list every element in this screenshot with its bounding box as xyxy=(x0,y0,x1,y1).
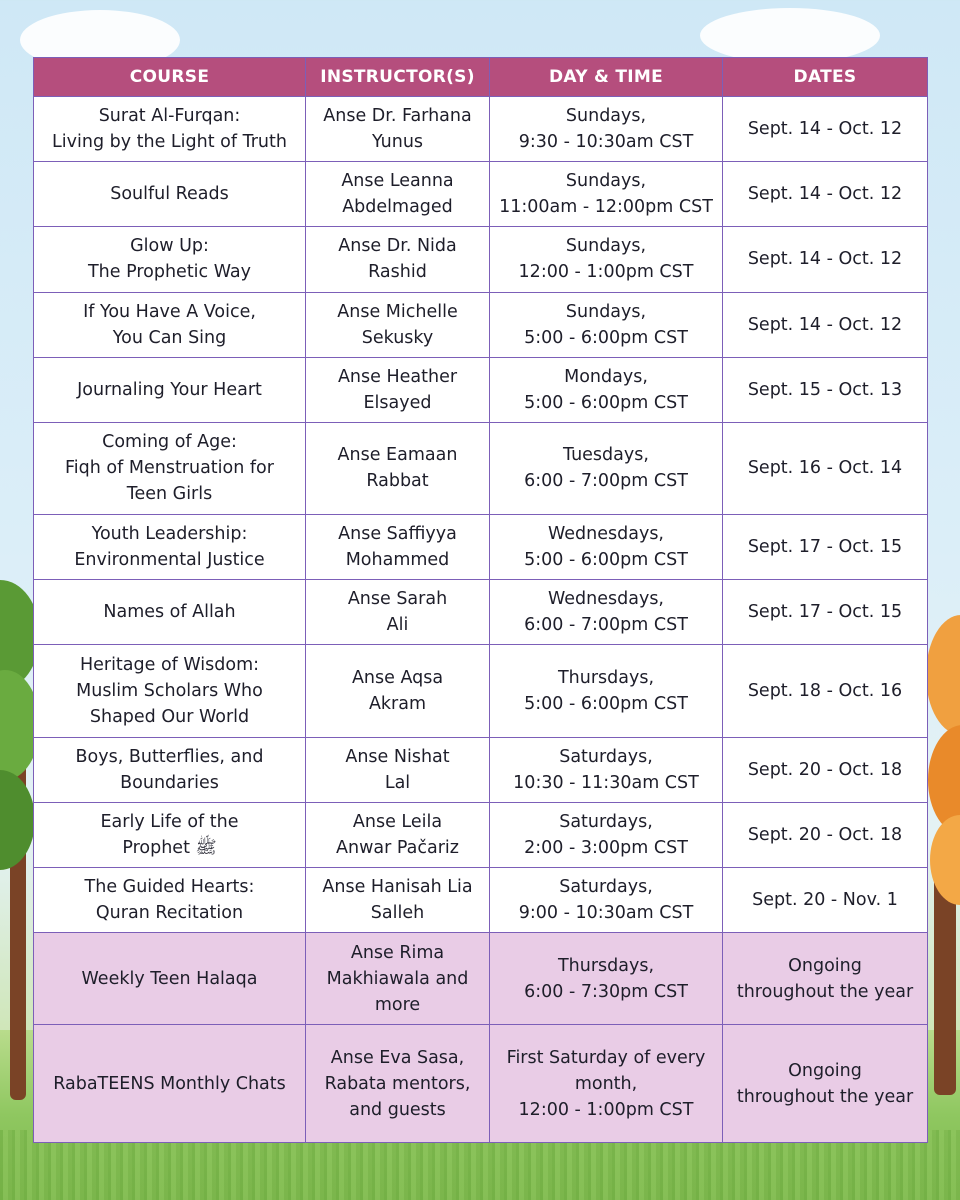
table-row xyxy=(34,515,928,580)
table-row xyxy=(34,580,928,645)
table-row xyxy=(34,422,928,514)
table-row xyxy=(34,97,928,162)
instructor-cell: Anse Aqsa Akram xyxy=(306,645,490,737)
day-time-cell: Thursdays, 5:00 - 6:00pm CST xyxy=(490,645,723,737)
instructor-cell: Anse Saffiyya Mohammed xyxy=(306,515,490,580)
table-row xyxy=(34,227,928,292)
day-time-cell: Saturdays, 2:00 - 3:00pm CST xyxy=(490,802,723,867)
course-cell: RabaTEENS Monthly Chats xyxy=(34,1025,306,1143)
instructor-cell: Anse Dr. Farhana Yunus xyxy=(306,97,490,162)
day-time-cell: Sundays, 5:00 - 6:00pm CST xyxy=(490,292,723,357)
instructor-cell: Anse Leila Anwar Pačariz xyxy=(306,802,490,867)
course-cell: Boys, Butterflies, and Boundaries xyxy=(34,737,306,802)
table-row xyxy=(34,802,928,867)
orange-tree-right xyxy=(926,615,960,1095)
day-time-cell: Saturdays, 9:00 - 10:30am CST xyxy=(490,868,723,933)
table-row-highlighted xyxy=(34,933,928,1025)
day-time-cell: Sundays, 12:00 - 1:00pm CST xyxy=(490,227,723,292)
course-cell: The Guided Hearts: Quran Recitation xyxy=(34,868,306,933)
course-cell: If You Have A Voice, You Can Sing xyxy=(34,292,306,357)
day-time-cell: First Saturday of every month, 12:00 - 1:00pm CST xyxy=(490,1025,723,1143)
course-schedule-table xyxy=(33,57,928,1143)
dates-cell: Ongoing throughout the year xyxy=(723,1025,928,1143)
table-header-row xyxy=(34,58,928,97)
day-time-cell: Tuesdays, 6:00 - 7:00pm CST xyxy=(490,422,723,514)
course-cell: Early Life of the Prophet ﷺ xyxy=(34,802,306,867)
table-row xyxy=(34,292,928,357)
dates-cell: Ongoing throughout the year xyxy=(723,933,928,1025)
table-row xyxy=(34,162,928,227)
header-course: COURSE xyxy=(34,58,306,97)
table-row xyxy=(34,737,928,802)
day-time-cell: Sundays, 9:30 - 10:30am CST xyxy=(490,97,723,162)
course-cell: Surat Al-Furqan: Living by the Light of Truth xyxy=(34,97,306,162)
header-day-time: DAY & TIME xyxy=(490,58,723,97)
instructor-cell: Anse Dr. Nida Rashid xyxy=(306,227,490,292)
header-dates: DATES xyxy=(723,58,928,97)
dates-cell: Sept. 20 - Oct. 18 xyxy=(723,802,928,867)
dates-cell: Sept. 16 - Oct. 14 xyxy=(723,422,928,514)
course-cell: Journaling Your Heart xyxy=(34,357,306,422)
day-time-cell: Thursdays, 6:00 - 7:30pm CST xyxy=(490,933,723,1025)
instructor-cell: Anse Nishat Lal xyxy=(306,737,490,802)
course-cell: Soulful Reads xyxy=(34,162,306,227)
dates-cell: Sept. 20 - Nov. 1 xyxy=(723,868,928,933)
dates-cell: Sept. 14 - Oct. 12 xyxy=(723,292,928,357)
cloud-decoration xyxy=(700,8,880,63)
day-time-cell: Mondays, 5:00 - 6:00pm CST xyxy=(490,357,723,422)
course-cell: Weekly Teen Halaqa xyxy=(34,933,306,1025)
table-row xyxy=(34,868,928,933)
dates-cell: Sept. 18 - Oct. 16 xyxy=(723,645,928,737)
day-time-cell: Sundays, 11:00am - 12:00pm CST xyxy=(490,162,723,227)
day-time-cell: Saturdays, 10:30 - 11:30am CST xyxy=(490,737,723,802)
header-instructors: INSTRUCTOR(S) xyxy=(306,58,490,97)
day-time-cell: Wednesdays, 6:00 - 7:00pm CST xyxy=(490,580,723,645)
table-row xyxy=(34,357,928,422)
course-cell: Glow Up: The Prophetic Way xyxy=(34,227,306,292)
instructor-cell: Anse Rima Makhiawala and more xyxy=(306,933,490,1025)
dates-cell: Sept. 15 - Oct. 13 xyxy=(723,357,928,422)
table-row-highlighted xyxy=(34,1025,928,1143)
table-row xyxy=(34,645,928,737)
course-cell: Heritage of Wisdom: Muslim Scholars Who Shaped Our World xyxy=(34,645,306,737)
course-cell: Youth Leadership: Environmental Justice xyxy=(34,515,306,580)
dates-cell: Sept. 20 - Oct. 18 xyxy=(723,737,928,802)
instructor-cell: Anse Leanna Abdelmaged xyxy=(306,162,490,227)
instructor-cell: Anse Michelle Sekusky xyxy=(306,292,490,357)
course-cell: Coming of Age: Fiqh of Menstruation for Teen Girls xyxy=(34,422,306,514)
course-cell: Names of Allah xyxy=(34,580,306,645)
instructor-cell: Anse Heather Elsayed xyxy=(306,357,490,422)
dates-cell: Sept. 17 - Oct. 15 xyxy=(723,580,928,645)
dates-cell: Sept. 14 - Oct. 12 xyxy=(723,227,928,292)
instructor-cell: Anse Eamaan Rabbat xyxy=(306,422,490,514)
instructor-cell: Anse Hanisah Lia Salleh xyxy=(306,868,490,933)
dates-cell: Sept. 17 - Oct. 15 xyxy=(723,515,928,580)
day-time-cell: Wednesdays, 5:00 - 6:00pm CST xyxy=(490,515,723,580)
instructor-cell: Anse Eva Sasa, Rabata mentors, and guests xyxy=(306,1025,490,1143)
instructor-cell: Anse Sarah Ali xyxy=(306,580,490,645)
dates-cell: Sept. 14 - Oct. 12 xyxy=(723,97,928,162)
dates-cell: Sept. 14 - Oct. 12 xyxy=(723,162,928,227)
